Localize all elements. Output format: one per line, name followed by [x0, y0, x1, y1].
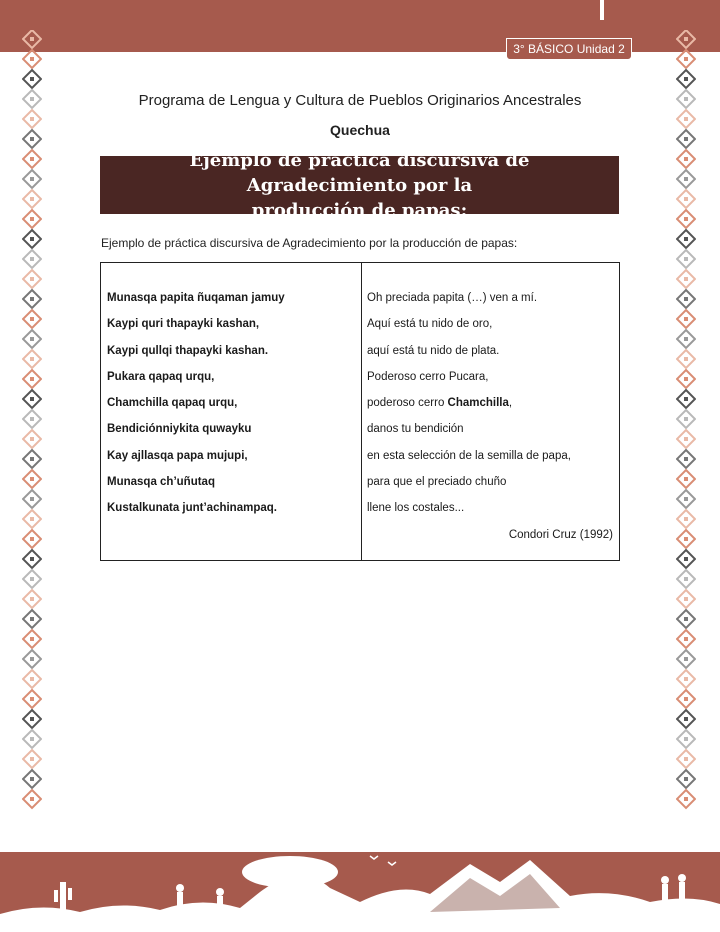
- banner-notch: [600, 0, 604, 20]
- pattern-dot: [30, 677, 34, 681]
- quechua-line: Kaypi quri thapayki kashan,: [107, 318, 260, 331]
- pattern-dot: [684, 477, 688, 481]
- pattern-dot: [30, 697, 34, 701]
- right-pattern-graphic: [676, 30, 696, 820]
- column-divider: [361, 263, 362, 560]
- quechua-line: Bendiciónniykita quwayku: [107, 423, 252, 436]
- pattern-dot: [30, 57, 34, 61]
- pattern-dot: [684, 677, 688, 681]
- pattern-dot: [684, 117, 688, 121]
- spanish-line: Aquí está tu nido de oro,: [367, 318, 493, 331]
- pattern-dot: [30, 277, 34, 281]
- pattern-dot: [684, 597, 688, 601]
- pattern-dot: [684, 357, 688, 361]
- pattern-dot: [30, 577, 34, 581]
- pattern-dot: [684, 757, 688, 761]
- pattern-dot: [684, 177, 688, 181]
- pattern-dot: [30, 77, 34, 81]
- pattern-dot: [30, 377, 34, 381]
- pattern-dot: [684, 57, 688, 61]
- pattern-dot: [684, 777, 688, 781]
- pattern-dot: [684, 497, 688, 501]
- pattern-dot: [684, 77, 688, 81]
- quechua-line: Kay ajllasqa papa mujupi,: [107, 449, 248, 462]
- spanish-line: en esta selección de la semilla de papa,: [367, 449, 571, 462]
- pattern-dot: [30, 177, 34, 181]
- pattern-dot: [30, 537, 34, 541]
- spanish-line: danos tu bendición: [367, 423, 464, 436]
- left-decorative-border: [22, 30, 42, 820]
- pattern-dot: [30, 437, 34, 441]
- pattern-dot: [684, 797, 688, 801]
- pattern-dot: [30, 417, 34, 421]
- pattern-dot: [30, 477, 34, 481]
- pattern-dot: [30, 157, 34, 161]
- pattern-dot: [684, 717, 688, 721]
- pattern-dot: [30, 457, 34, 461]
- section-title-line1: Ejemplo de práctica discursiva de Agradecimiento por la: [189, 149, 530, 196]
- pattern-dot: [30, 597, 34, 601]
- pattern-dot: [30, 257, 34, 261]
- section-title-line2: producción de papas:: [251, 199, 468, 221]
- pattern-dot: [684, 537, 688, 541]
- pattern-dot: [684, 577, 688, 581]
- pattern-dot: [684, 737, 688, 741]
- pattern-dot: [30, 217, 34, 221]
- pattern-dot: [30, 197, 34, 201]
- language-label: Quechua: [330, 122, 390, 138]
- pattern-dot: [684, 377, 688, 381]
- spanish-line-suffix: ,: [508, 397, 513, 410]
- spanish-line: aquí está tu nido de plata.: [367, 344, 500, 357]
- spanish-column: [367, 291, 617, 528]
- pattern-dot: [30, 777, 34, 781]
- pattern-dot: [684, 157, 688, 161]
- pattern-dot: [684, 437, 688, 441]
- pattern-dot: [684, 257, 688, 261]
- pattern-dot: [30, 757, 34, 761]
- quechua-line: Chamchilla qapaq urqu,: [107, 397, 238, 410]
- pattern-dot: [684, 337, 688, 341]
- pattern-dot: [684, 217, 688, 221]
- right-decorative-border: [676, 30, 696, 820]
- pattern-dot: [30, 737, 34, 741]
- spanish-line: Oh preciada papita (…) ven a mí.: [367, 292, 538, 304]
- pattern-dot: [30, 517, 34, 521]
- grade-unit-badge: 3° BÁSICO Unidad 2: [506, 38, 632, 60]
- spanish-line-with-bold: [367, 396, 617, 422]
- pattern-dot: [684, 317, 688, 321]
- pattern-dot: [684, 417, 688, 421]
- pattern-dot: [30, 797, 34, 801]
- pattern-dot: [30, 337, 34, 341]
- pattern-dot: [30, 237, 34, 241]
- pattern-dot: [30, 397, 34, 401]
- spanish-line: Poderoso cerro Pucara,: [367, 370, 489, 383]
- quechua-column: [107, 291, 357, 528]
- pattern-dot: [684, 397, 688, 401]
- pattern-dot: [684, 637, 688, 641]
- quechua-line: Pukara qapaq urqu,: [107, 370, 215, 383]
- pattern-dot: [684, 277, 688, 281]
- citation: Condori Cruz (1992): [508, 529, 613, 541]
- spanish-line: para que el preciado chuño: [367, 476, 507, 489]
- pattern-dot: [684, 557, 688, 561]
- bottom-banner: [0, 852, 720, 932]
- pattern-dot: [30, 717, 34, 721]
- pattern-dot: [684, 657, 688, 661]
- pattern-dot: [684, 237, 688, 241]
- spanish-line: llene los costales...: [367, 502, 465, 515]
- pattern-dot: [684, 697, 688, 701]
- pattern-dot: [684, 517, 688, 521]
- left-pattern-graphic: [22, 30, 42, 820]
- pattern-dot: [30, 557, 34, 561]
- pattern-dot: [30, 637, 34, 641]
- quechua-line: Munasqa papita ñuqaman jamuy: [107, 292, 285, 304]
- pattern-dot: [684, 617, 688, 621]
- pattern-dot: [684, 297, 688, 301]
- pattern-dot: [30, 497, 34, 501]
- quechua-line: Kustalkunata junt’achinampaq.: [107, 502, 277, 515]
- pattern-dot: [684, 197, 688, 201]
- spanish-line-text: poderoso cerro: [367, 397, 448, 410]
- quechua-line: Kaypi qullqi thapayki kashan.: [107, 344, 269, 357]
- program-title: Programa de Lengua y Cultura de Pueblos Originarios Ancestrales: [138, 92, 582, 109]
- pattern-dot: [30, 297, 34, 301]
- section-title-box: [100, 149, 619, 221]
- spanish-bold-word: Chamchilla: [447, 397, 509, 410]
- intro-text: Ejemplo de práctica discursiva de Agradecimiento por la producción de papas:: [101, 236, 518, 250]
- poem-table: [100, 262, 620, 561]
- pattern-dot: [30, 317, 34, 321]
- pattern-dot: [684, 37, 688, 41]
- pattern-dot: [30, 617, 34, 621]
- pattern-dot: [30, 657, 34, 661]
- pattern-dot: [684, 457, 688, 461]
- pattern-dot: [30, 357, 34, 361]
- pattern-dot: [30, 37, 34, 41]
- landscape-silhouette: [0, 852, 720, 932]
- quechua-line: Munasqa ch’uñutaq: [107, 476, 215, 489]
- pattern-dot: [30, 117, 34, 121]
